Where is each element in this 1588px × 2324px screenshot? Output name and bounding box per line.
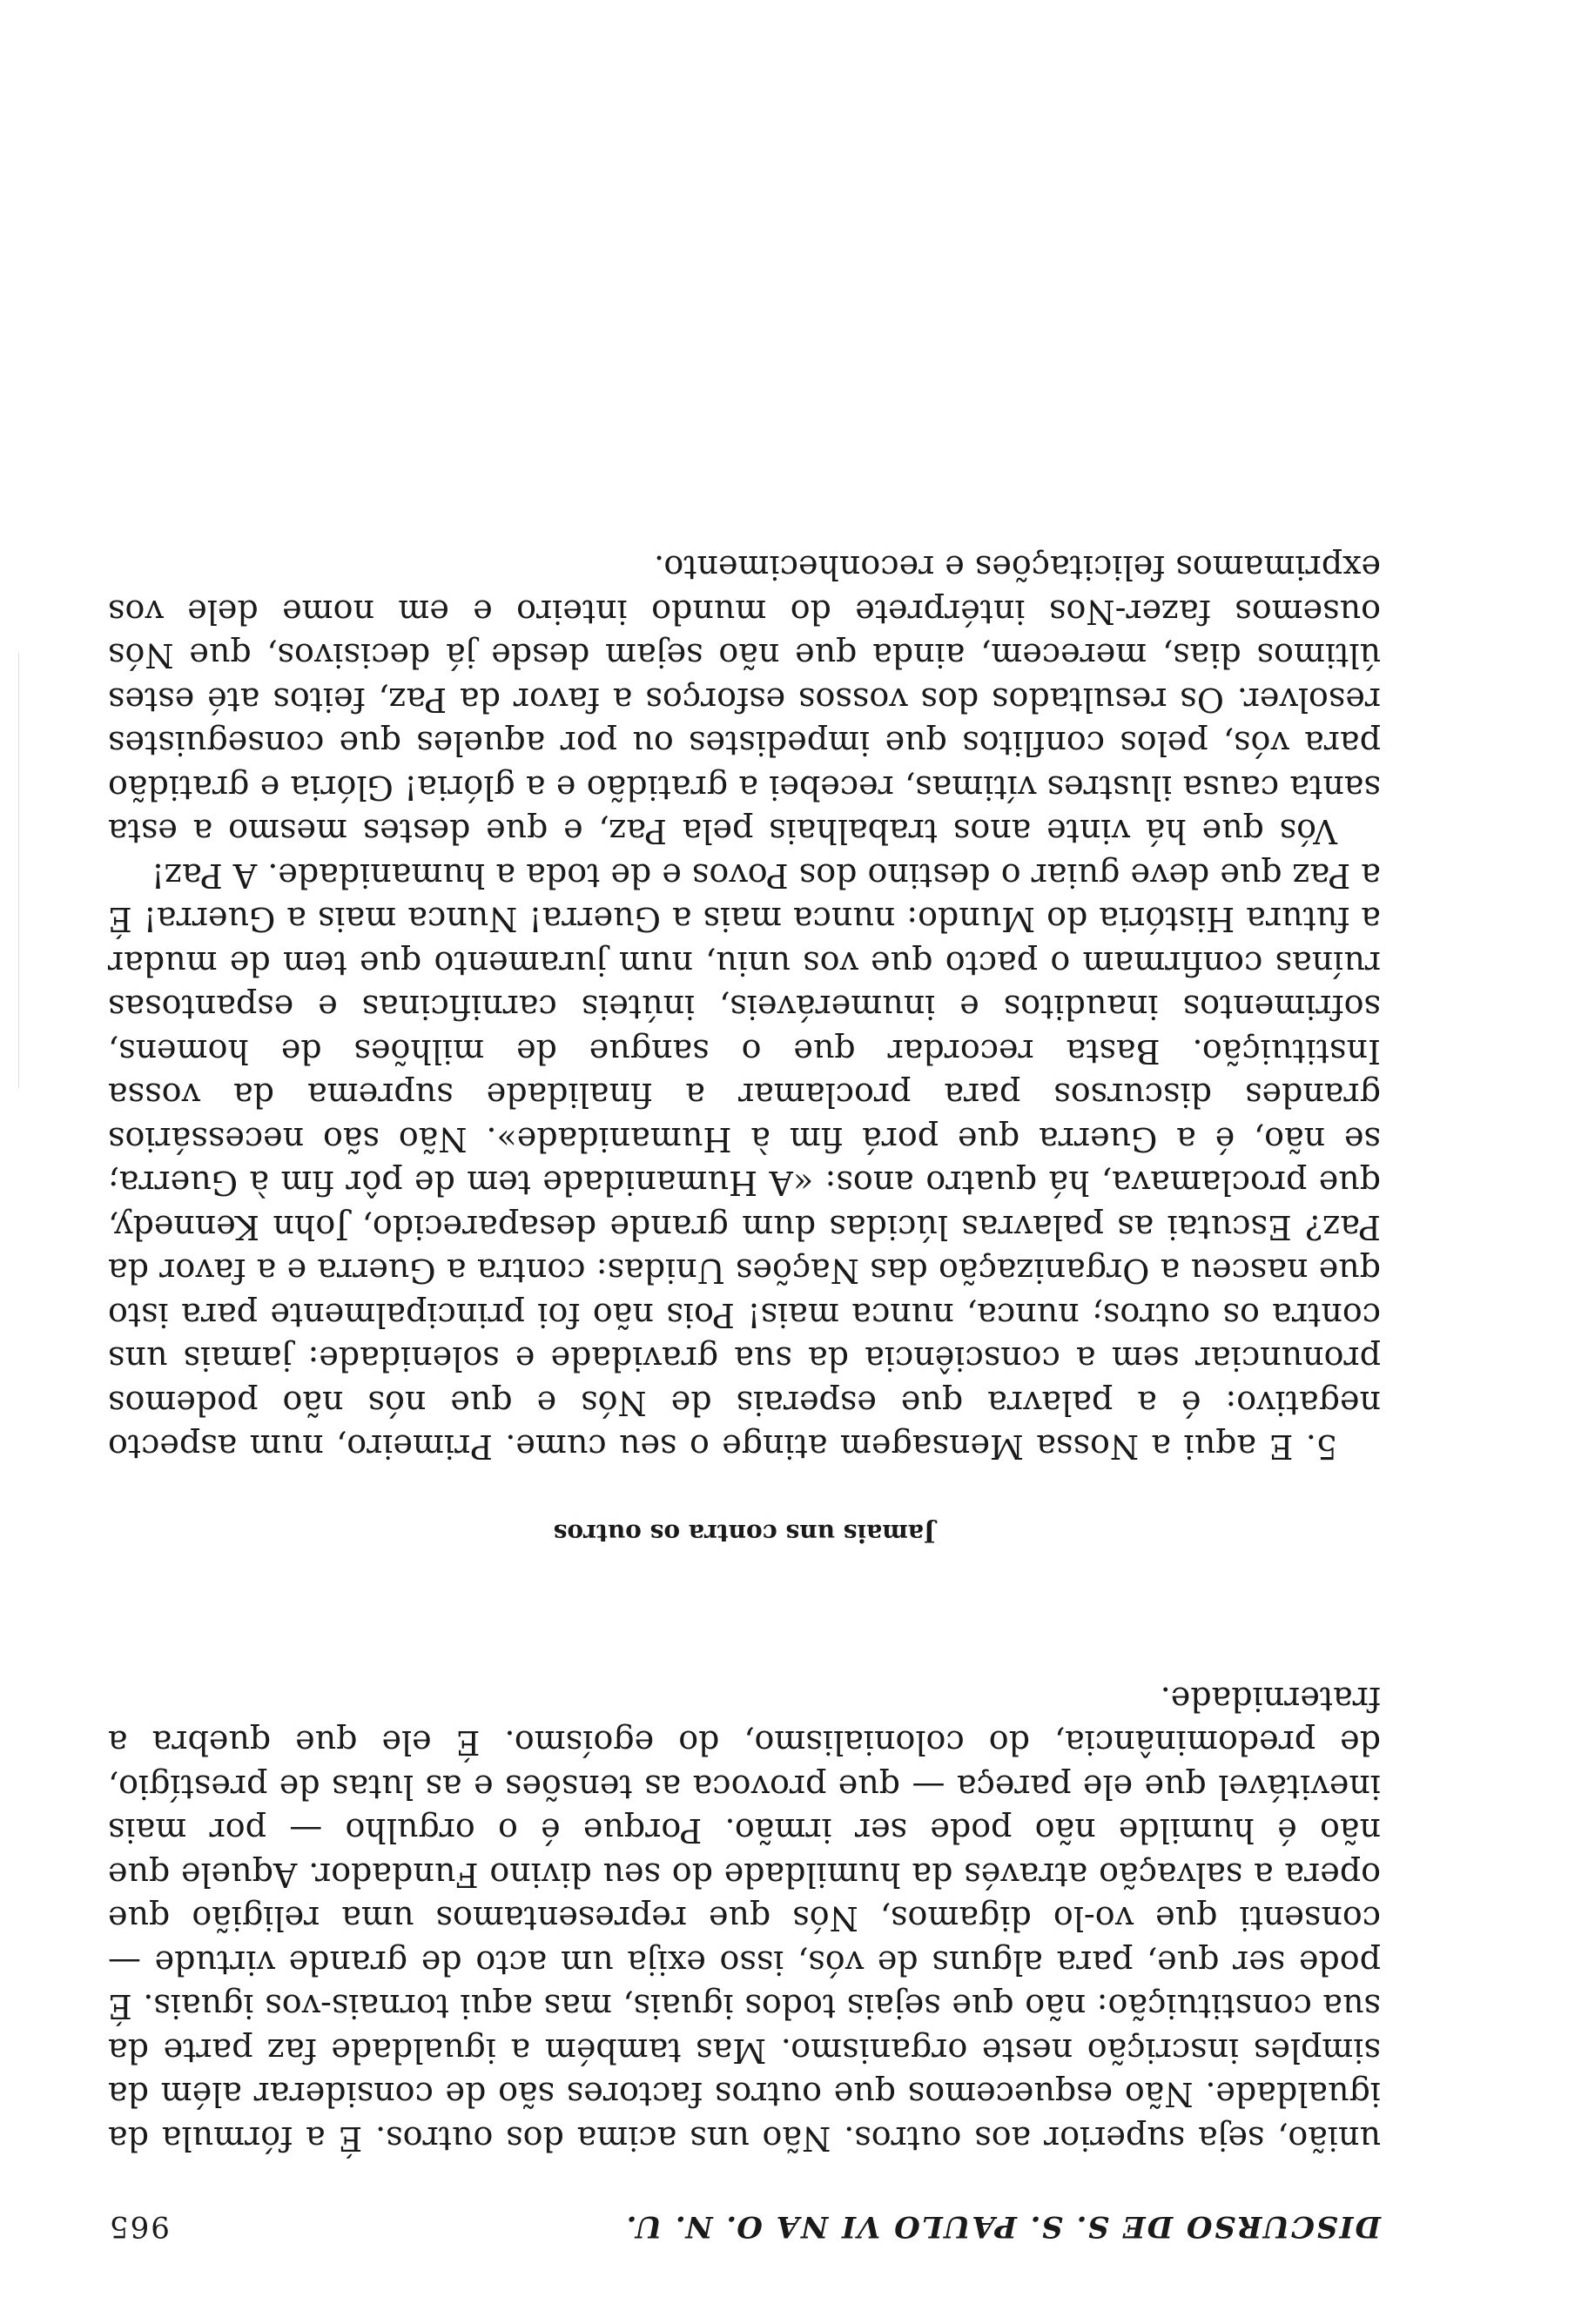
paragraph-5: 5. E aqui a Nossa Mensagem atinge o seu cume. Primeiro, num aspecto negativo: é a palavra que esperais de Nós e que nós não podemos pronunciar sem a consciência da sua gravidade e solenidade: jamais uns contra os outros; nunca, nunca mais! Pois não foi principalmente para isto que nasceu a Organização das Nações Unidas: contra a Guerra e a favor da Paz? Escutai as palavras lúcidas dum grande desaparecido, John Kennedy, que proclamava, há quatro anos: «A Humanidade tem de pôr fim à Guerra; se não, é a Guerra que porá fim à Humanidade». Não são necessários grandes discursos para proclamar a finalidade suprema da vossa Instituição. Basta recordar que o sangue de milhões de homens, sofrimentos inauditos e inumeráveis, inúteis carnificinas e espantosas ruínas confirmam o pacto que vos uniu, num juramento que tem de mudar a futura História do Mundo: nunca mais a Guerra! Nunca mais a Guerra! É a Paz que deve guiar o destino dos Povos e de toda a humanidade. A Paz!: [108, 856, 1381, 1467]
page-number: 965: [108, 2209, 170, 2244]
paragraph-6: Vós que há vinte anos trabalhais pela Paz, e que destes mesmo a esta santa causa ilustres vítimas, recebei a gratidão e a glória! Glória e gratidão para vós, pelos conflitos que impedistes ou por aqueles que conseguistes resolver. Os resultados dos vossos esforços a favor da Paz, feitos até estes últimos dias, merecem, ainda que não sejam desde já decisivos, que Nós ousemos fazer-Nos intérprete do mundo inteiro e em nome dele vos exprimamos felicitações e reconhecimento.: [108, 548, 1381, 851]
intro-paragraph: união, seja superior aos outros. Não uns acima dos outros. É a fórmula da igualdade. Não esquecemos que outros factores são de considerar além da simples inscrição neste organismo. Mas também a igualdade faz parte da sua constituição: não que sejais todos iguais, mas aqui tornais-vos iguais. É pode ser que, para alguns de vós, isso exija um acto de grande virtude — consenti que vo-lo digamos, Nós que representamos uma religião que opera a salvação através da humildade do seu divino Fundador. Aquele que não é humilde não pode ser irmão. Porque é o orgulho — por mais inevitável que ele pareça — que provoca as tensões e as lutas de prestígio, de predominância, do colonialismo, do egoísmo. É ele que quebra a fraternidade.: [108, 1680, 1381, 2158]
margin-rule: [18, 653, 19, 1088]
running-title: DISCURSO DE S. S. PAULO VI NA O. N. U.: [624, 2209, 1381, 2244]
section-heading: Jamais uns contra os outros: [553, 1519, 936, 1548]
page-content: [108, 546, 1381, 2244]
running-header: [108, 2192, 1381, 2244]
